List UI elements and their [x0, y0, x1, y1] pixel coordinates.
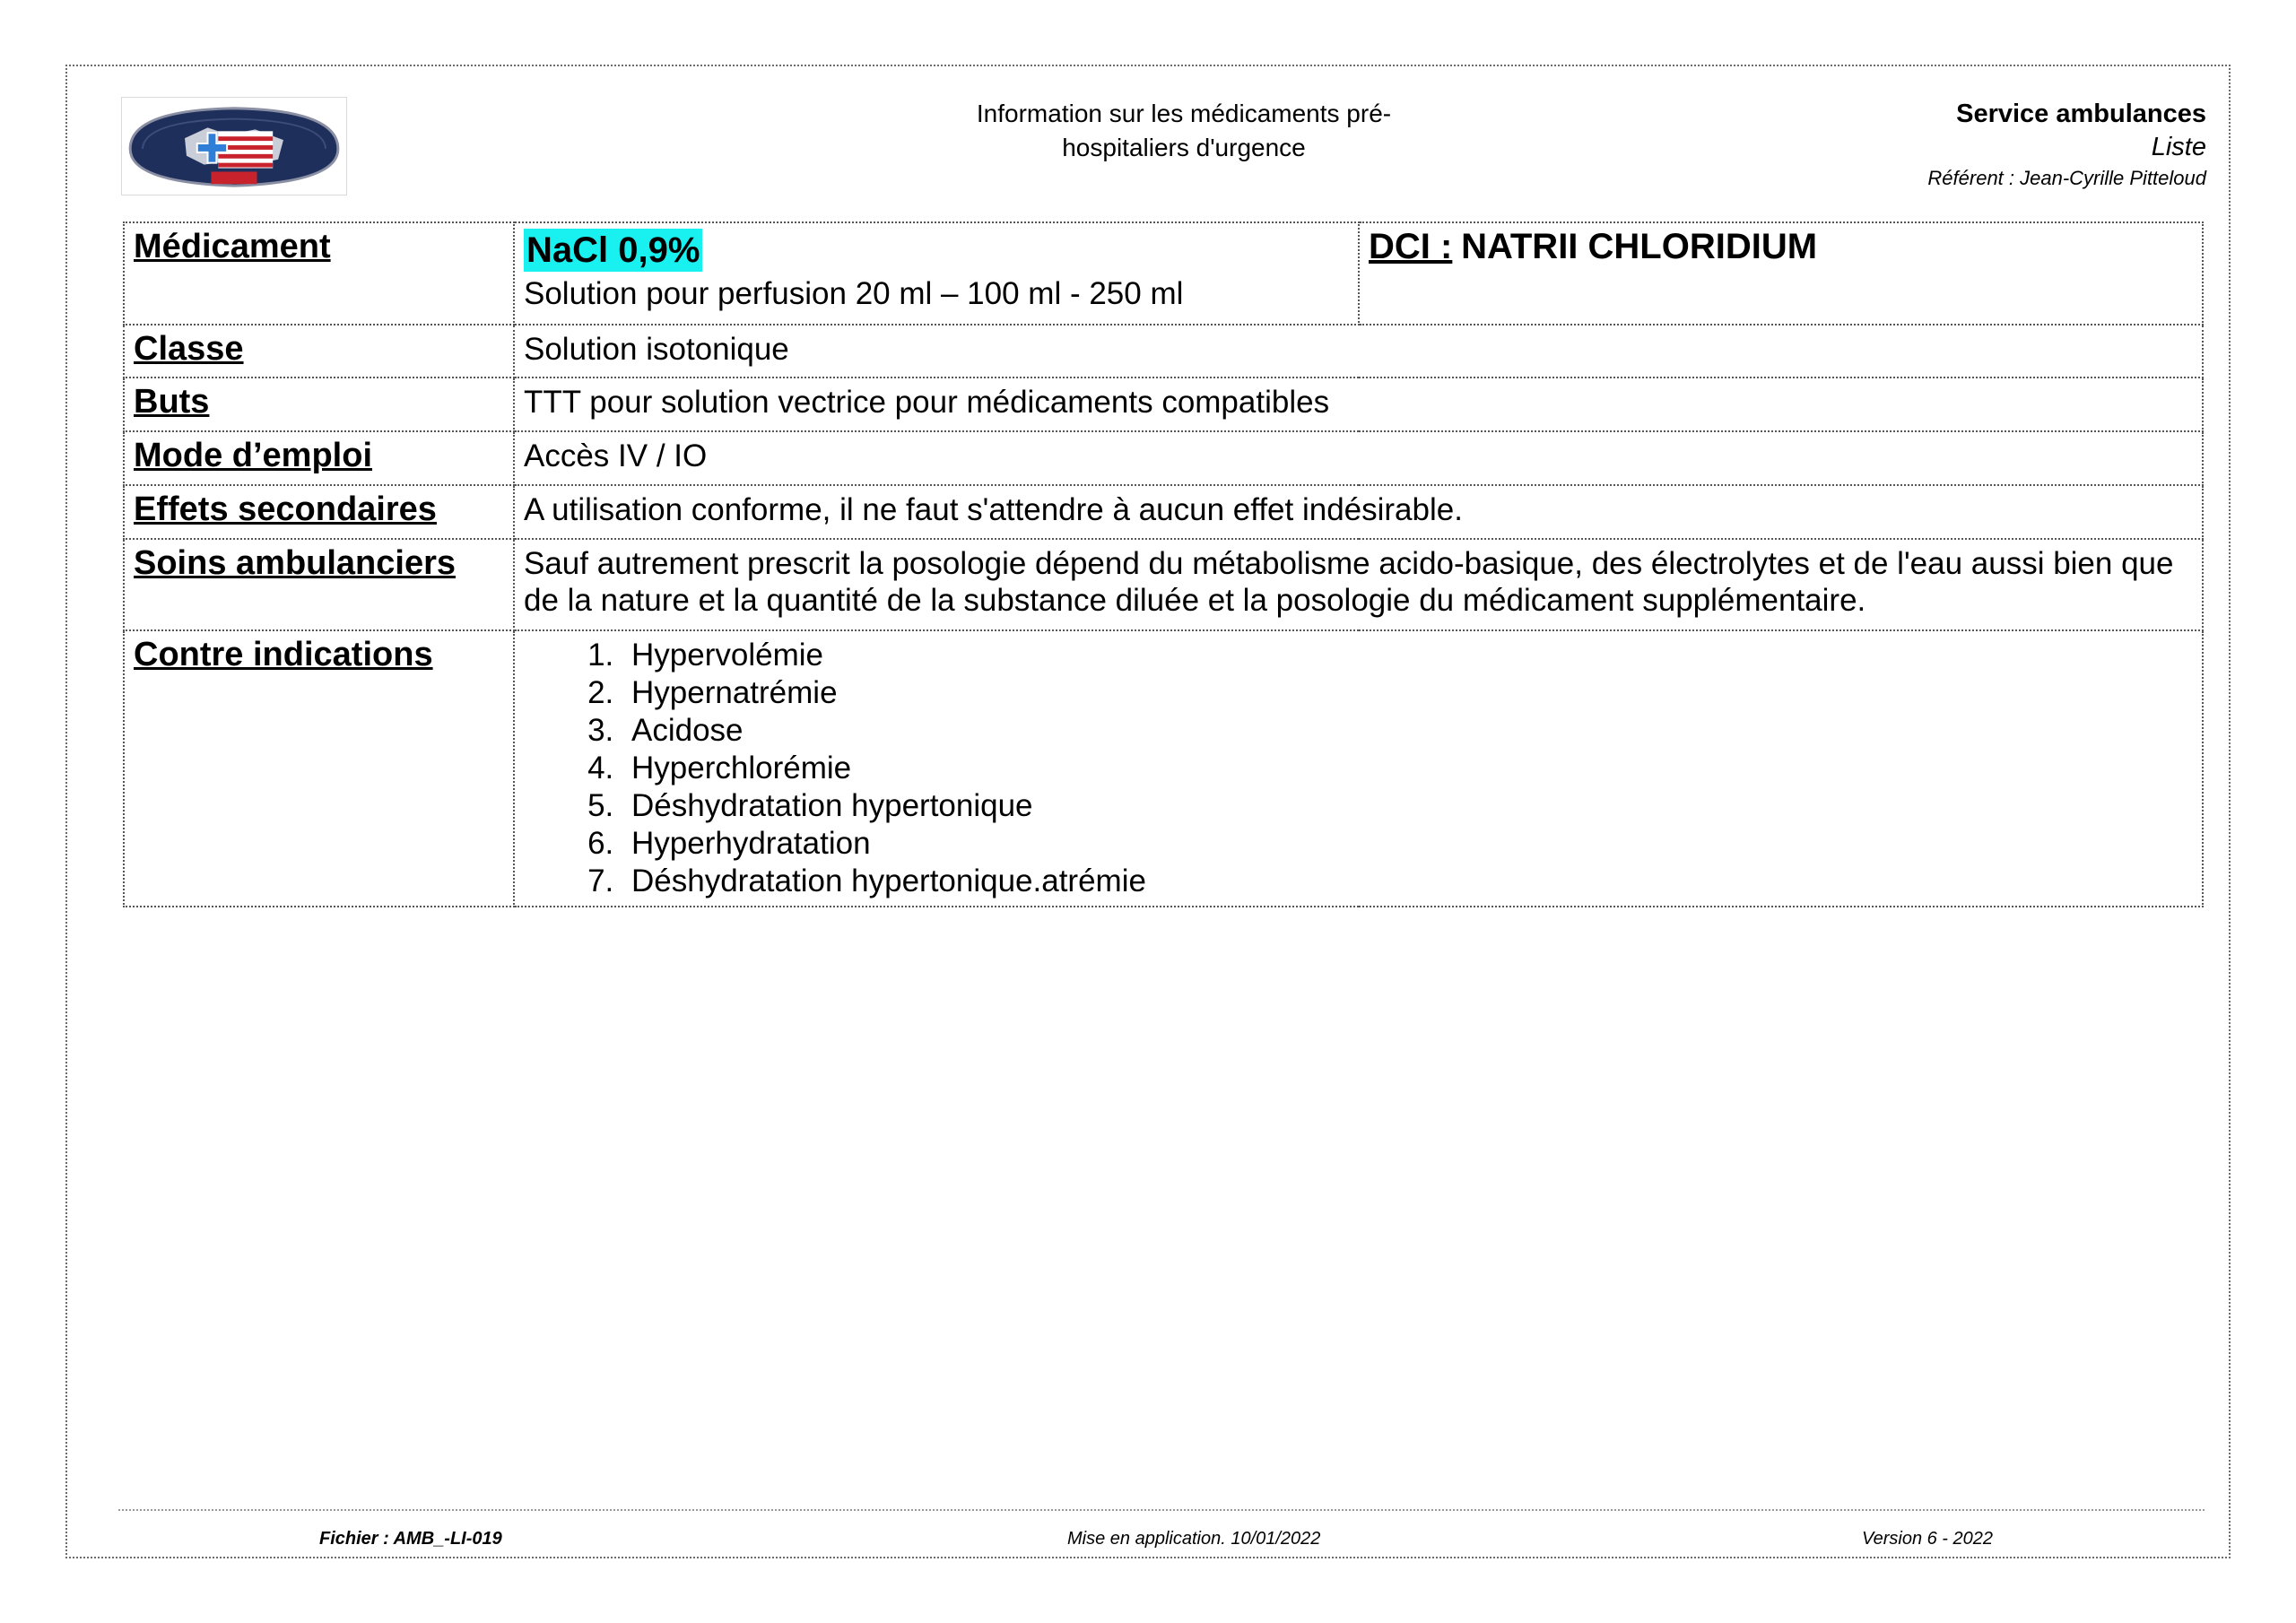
value-cell: Sauf autrement prescrit la posologie dépend du métabolisme acido-basique, des électrolytes et de l'eau aussi bien que de la nature et la quantité de la substance diluée et la posologie du médicament supplémentaire. [514, 539, 2203, 630]
service-name: Service ambulances [1956, 100, 2206, 128]
footer-version: Version 6 - 2022 [1862, 1529, 1994, 1549]
label-cell [124, 485, 514, 539]
row-label: Mode d’emploi [134, 437, 372, 474]
contre-indications-list [524, 637, 2193, 900]
value-cell: TTT pour solution vectrice pour médicaments compatibles [514, 378, 2203, 431]
medication-table [123, 221, 2204, 907]
drug-form: Solution pour perfusion 20 ml – 100 ml - 250 ml [524, 276, 1184, 311]
table-row-medicament [124, 222, 2203, 325]
row-label: Médicament [134, 228, 331, 265]
value-cell: A utilisation conforme, il ne faut s'attendre à aucun effet indésirable. [514, 485, 2203, 539]
dci-value: NATRII CHLORIDIUM [1461, 227, 1818, 266]
table-row-contre-indications [124, 630, 2203, 907]
document-title [897, 97, 1471, 165]
table-row [124, 325, 2203, 378]
label-cell [124, 630, 514, 907]
dci-label: DCI : [1369, 227, 1453, 266]
row-label: Soins ambulanciers [134, 544, 457, 582]
dci-cell [1359, 222, 2203, 325]
table-row [124, 431, 2203, 485]
table-row [124, 378, 2203, 431]
row-label: Buts [134, 383, 210, 421]
footer-date: Mise en application. 10/01/2022 [1067, 1529, 1321, 1549]
list-item: 7. Déshydratation hypertonique.atrémie [622, 863, 2193, 900]
row-label: Classe [134, 330, 244, 368]
label-cell [124, 539, 514, 630]
label-cell [124, 431, 514, 485]
footer-file: Fichier : AMB_-LI-019 [319, 1529, 502, 1549]
footer-divider [118, 1509, 2205, 1511]
label-cell [124, 378, 514, 431]
list-item: 5. Déshydratation hypertonique [622, 787, 2193, 825]
doc-type: Liste [2151, 133, 2206, 161]
value-cell: Accès IV / IO [514, 431, 2203, 485]
title-line-1: Information sur les médicaments pré- [976, 100, 1392, 127]
table-row [124, 539, 2203, 630]
list-item: 3. Acidose [622, 712, 2193, 750]
list-item: 4. Hyperchlorémie [622, 750, 2193, 787]
row-label: Effets secondaires [134, 490, 437, 528]
list-item: 6. Hyperhydratation [622, 825, 2193, 863]
list-item: 2. Hypernatrémie [622, 674, 2193, 712]
drug-cell [514, 222, 1359, 325]
value-cell: Solution isotonique [514, 325, 2203, 378]
label-cell [124, 325, 514, 378]
label-cell [124, 222, 514, 325]
row-label: Contre indications [134, 636, 433, 673]
drug-name: NaCl 0,9% [524, 229, 702, 272]
value-cell [514, 630, 2203, 907]
table-row [124, 485, 2203, 539]
header-right [1668, 97, 2206, 194]
list-item: 1. Hypervolémie [622, 637, 2193, 674]
referent: Référent : Jean-Cyrille Pitteloud [1927, 167, 2206, 189]
service-sauvetage-logo [121, 97, 347, 195]
title-line-2: hospitaliers d'urgence [1062, 134, 1306, 161]
